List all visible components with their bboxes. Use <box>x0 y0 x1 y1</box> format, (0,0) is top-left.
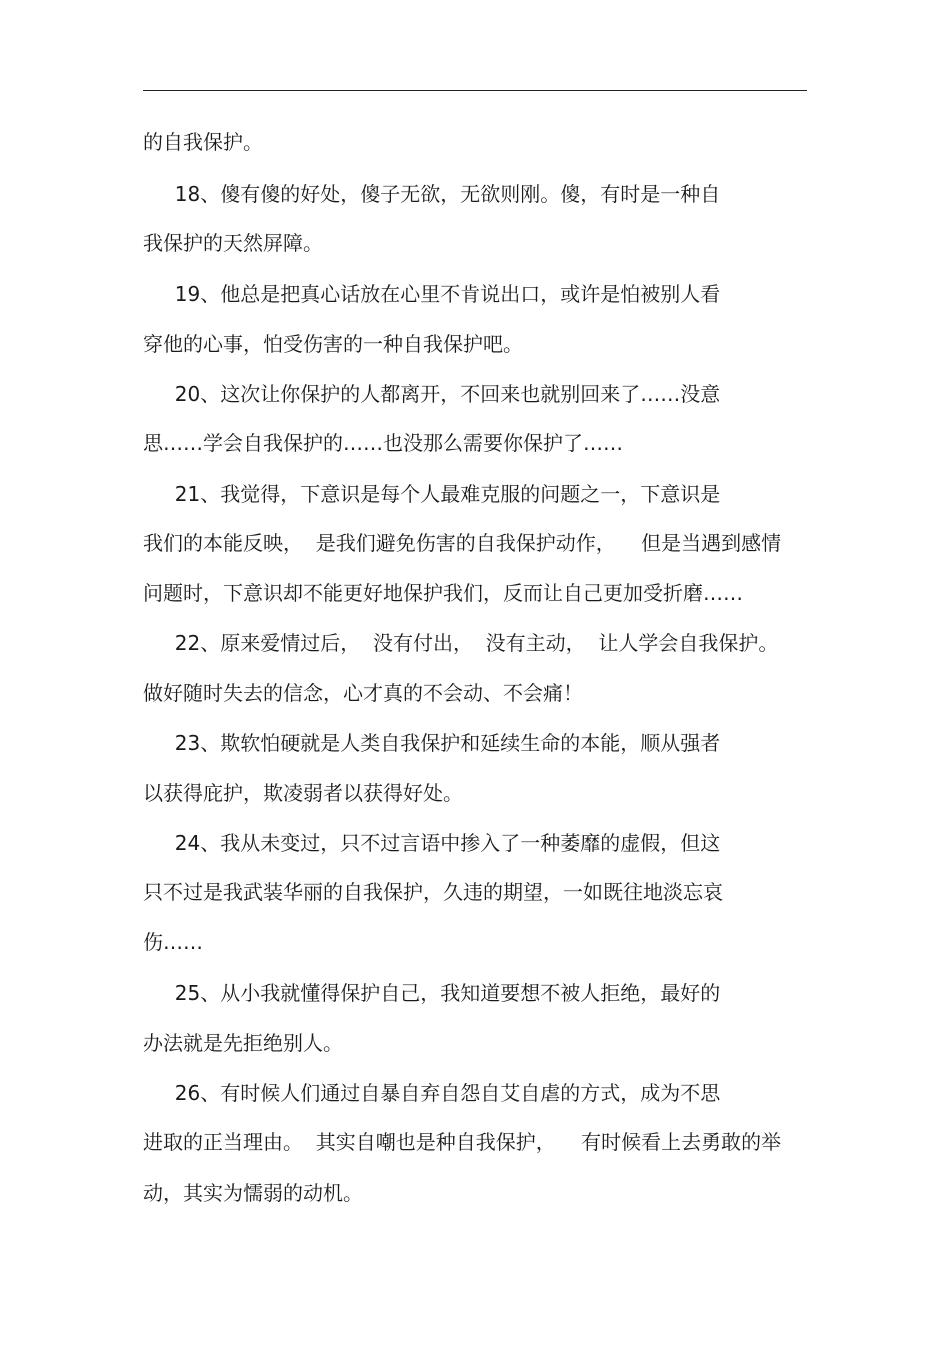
text-line: 18、傻有傻的好处，傻子无欲，无欲则刚。傻，有时是一种自 <box>143 182 721 206</box>
text-line: 24、我从未变过，只不过言语中掺入了一种萎靡的虚假，但这 <box>143 831 721 855</box>
text-line: 思……学会自我保护的……也没那么需要你保护了…… <box>143 431 623 455</box>
text-line: 办法就是先拒绝别人。 <box>143 1031 343 1055</box>
text-line: 20、这次让你保护的人都离开，不回来也就别回来了……没意 <box>143 382 721 406</box>
text-line: 23、欺软怕硬就是人类自我保护和延续生命的本能，顺从强者 <box>143 731 721 755</box>
text-line: 问题时，下意识却不能更好地保护我们，反而让自己更加受折磨…… <box>143 581 743 605</box>
text-line: 25、从小我就懂得保护自己，我知道要想不被人拒绝，最好的 <box>143 981 721 1005</box>
text-line: 以获得庇护，欺凌弱者以获得好处。 <box>143 781 463 805</box>
text-line: 19、他总是把真心话放在心里不肯说出口，或许是怕被别人看 <box>143 282 721 306</box>
text-line: 我保护的天然屏障。 <box>143 231 323 255</box>
text-line: 的自我保护。 <box>143 130 263 154</box>
text-line: 进取的正当理由。 其实自嘲也是种自我保护， 有时候看上去勇敢的举 <box>143 1130 782 1154</box>
text-line: 穿他的心事，怕受伤害的一种自我保护吧。 <box>143 332 523 356</box>
text-line: 只不过是我武装华丽的自我保护，久违的期望，一如既往地淡忘哀 <box>143 880 723 904</box>
text-line: 21、我觉得，下意识是每个人最难克服的问题之一，下意识是 <box>143 482 721 506</box>
text-line: 26、有时候人们通过自暴自弃自怨自艾自虐的方式，成为不思 <box>143 1081 721 1105</box>
text-line: 动，其实为懦弱的动机。 <box>143 1181 363 1205</box>
text-line: 做好随时失去的信念，心才真的不会动、不会痛！ <box>143 681 583 705</box>
header-divider <box>143 90 807 91</box>
text-line: 伤…… <box>143 930 203 954</box>
text-line: 22、原来爱情过后， 没有付出， 没有主动， 让人学会自我保护。 <box>143 631 779 655</box>
text-line: 我们的本能反映， 是我们避免伤害的自我保护动作， 但是当遇到感情 <box>143 531 782 555</box>
